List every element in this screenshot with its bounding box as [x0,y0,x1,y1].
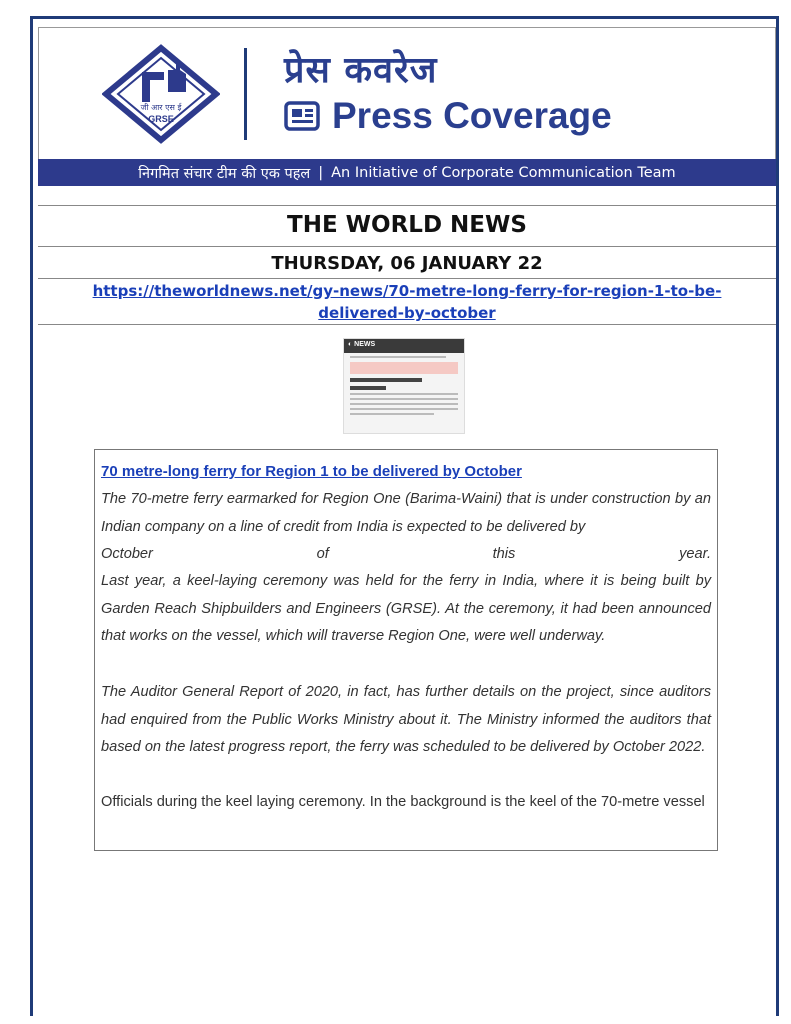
article-paragraph-3: The Auditor General Report of 2020, in fact, has further details on the project, since auditors had enquired from the Public Works Ministry about it. The Ministry informed the auditors that based on the latest progress report, the ferry was scheduled to be delivered by October 2022. [101,684,711,755]
publication-name: THE WORLD NEWS [287,212,527,238]
logo-hindi-text: जी आर एस ई [140,103,182,112]
article-paragraph-1b: October of this year. [101,546,711,562]
initiative-english: An Initiative of Corporate Communication Team [331,164,676,181]
rule-date [38,278,776,279]
article-url-link[interactable]: https://theworldnews.net/gy-news/70-metre-long-ferry-for-region-1-to-be-delivered-by-october [92,282,722,322]
newspaper-icon [284,101,320,131]
grse-logo [102,44,220,144]
rule-mid [38,246,776,247]
initiative-separator: | [318,164,324,181]
article-paragraph-1a: The 70-metre ferry earmarked for Region One (Barima-Waini) that is under construction by an Indian company on a line of credit from India is expected to be delivered by [101,491,711,535]
publication-date: THURSDAY, 06 JANUARY 22 [271,253,543,274]
rule-url [38,324,776,325]
title-press-coverage: Press Coverage [332,95,612,136]
title-hindi: प्रेस कवरेज [284,50,438,91]
header-divider [244,48,247,140]
rule-top [38,205,776,206]
article-thumbnail [343,338,465,434]
article-paragraph-2: Last year, a keel-laying ceremony was held for the ferry in India, where it is being built by Garden Reach Shipbuilders and Engineers (GRSE). At the ceremony, it had been announced that works on the vessel, which will traverse Region One, were well underway. [101,573,711,644]
article-caption: Officials during the keel laying ceremony. In the background is the keel of the 70-metre vessel [101,794,705,810]
article-title: 70 metre-long ferry for Region 1 to be delivered by October [101,463,522,480]
initiative-hindi: निगमित संचार टीम की एक पहल [138,165,311,182]
thumbnail-logo-icon: ◐ NEWS [348,341,376,348]
logo-text: GRSE [148,114,174,124]
initiative-bar [38,159,776,186]
press-coverage-row [284,92,612,140]
